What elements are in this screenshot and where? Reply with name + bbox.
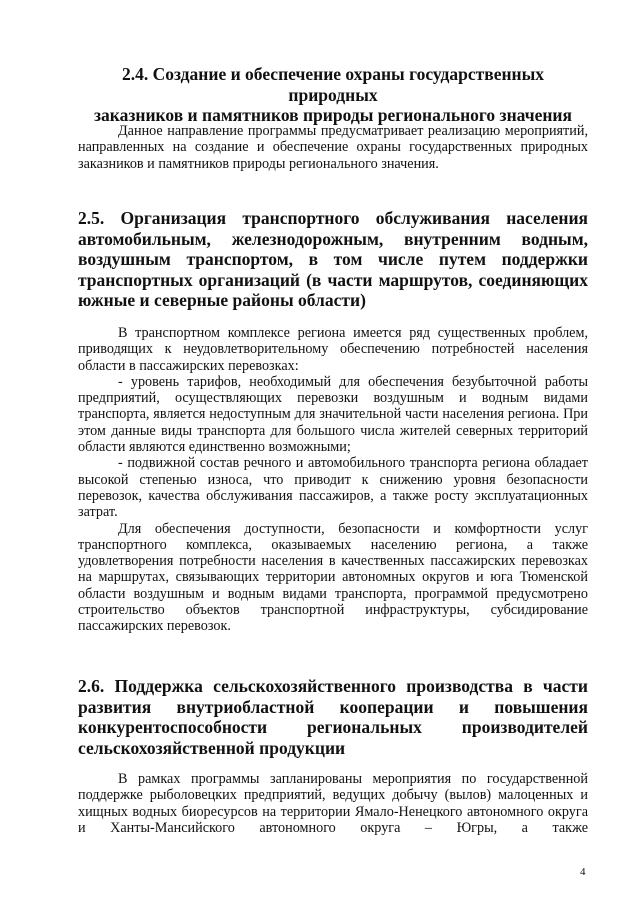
section-2-4-body — [78, 123, 588, 172]
heading-line: 2.6. Поддержка сельскохозяйственного производства в части — [78, 676, 588, 696]
paragraph: - подвижной состав речного и автомобильного транспорта региона обладает высокой степенью износа, что приводит к снижению уровня безопасности перевозок, качества обслуживания пассажиров, а также росту эксплуатационных затрат. — [78, 455, 588, 521]
section-2-6-body — [78, 771, 588, 836]
section-2-5-body — [78, 325, 588, 635]
heading-line: 2.4. Создание и обеспечение охраны государственных природных — [121, 64, 545, 105]
paragraph: В рамках программы запланированы мероприятия по государственной поддержке рыболовецких предприятий, ведущих добычу (вылов) малоценных и хищных водных биоресурсов на территории Ямало-Ненецкого автономного округа и Ханты-Мансийского автономного округа – Югры, а также — [78, 771, 588, 836]
heading-line: 2.5. Организация транспортного обслуживания населения — [78, 208, 588, 228]
heading-line: транспортных организаций (в части маршрутов, соединяющих — [78, 269, 588, 290]
section-2-4-heading — [78, 64, 588, 126]
section-2-5-heading — [78, 208, 588, 311]
paragraph: Данное направление программы предусматривает реализацию мероприятий, направленных на создание и обеспечение охраны государственных природных заказников и памятников природы регионального значения. — [78, 123, 588, 172]
paragraph: - уровень тарифов, необходимый для обеспечения безубыточной работы предприятий, осуществляющих перевозки воздушным и водным видами транспорта, является недоступным для значительной части населения региона. При этом данные виды транспорта для большого числа жителей северных территорий области являются единственно возможными; — [78, 373, 588, 456]
heading-line: конкурентоспособности региональных производителей — [78, 717, 588, 737]
heading-line: развития внутриобластной кооперации и повышения — [78, 696, 588, 717]
heading-line: воздушным транспортом, в том числе путем поддержки — [78, 249, 588, 269]
heading-line: сельскохозяйственной продукции — [78, 737, 346, 758]
page-number: 4 — [580, 866, 586, 878]
heading-line: автомобильным, железнодорожным, внутренним водным, — [78, 228, 588, 249]
section-2-6-heading — [78, 676, 588, 758]
heading-line: заказников и памятников природы регионального значения — [94, 105, 572, 125]
heading-line: южные и северные районы области) — [78, 290, 366, 310]
paragraph: Для обеспечения доступности, безопасности и комфортности услуг транспортного комплекса, оказываемых населению региона, а также удовлетворения потребности населения в качественных пассажирских перевозках на маршрутах, связывающих территории автономных округов и юга Тюменской области воздушным и водным видами транспорта, программой предусмотрено строительство объектов транспортной инфраструктуры, субсидирование пассажирских перевозок. — [78, 520, 588, 635]
paragraph: В транспортном комплексе региона имеется ряд существенных проблем, приводящих к неудовлетворительному обеспечению потребностей населения области в пассажирских перевозках: — [78, 325, 588, 374]
